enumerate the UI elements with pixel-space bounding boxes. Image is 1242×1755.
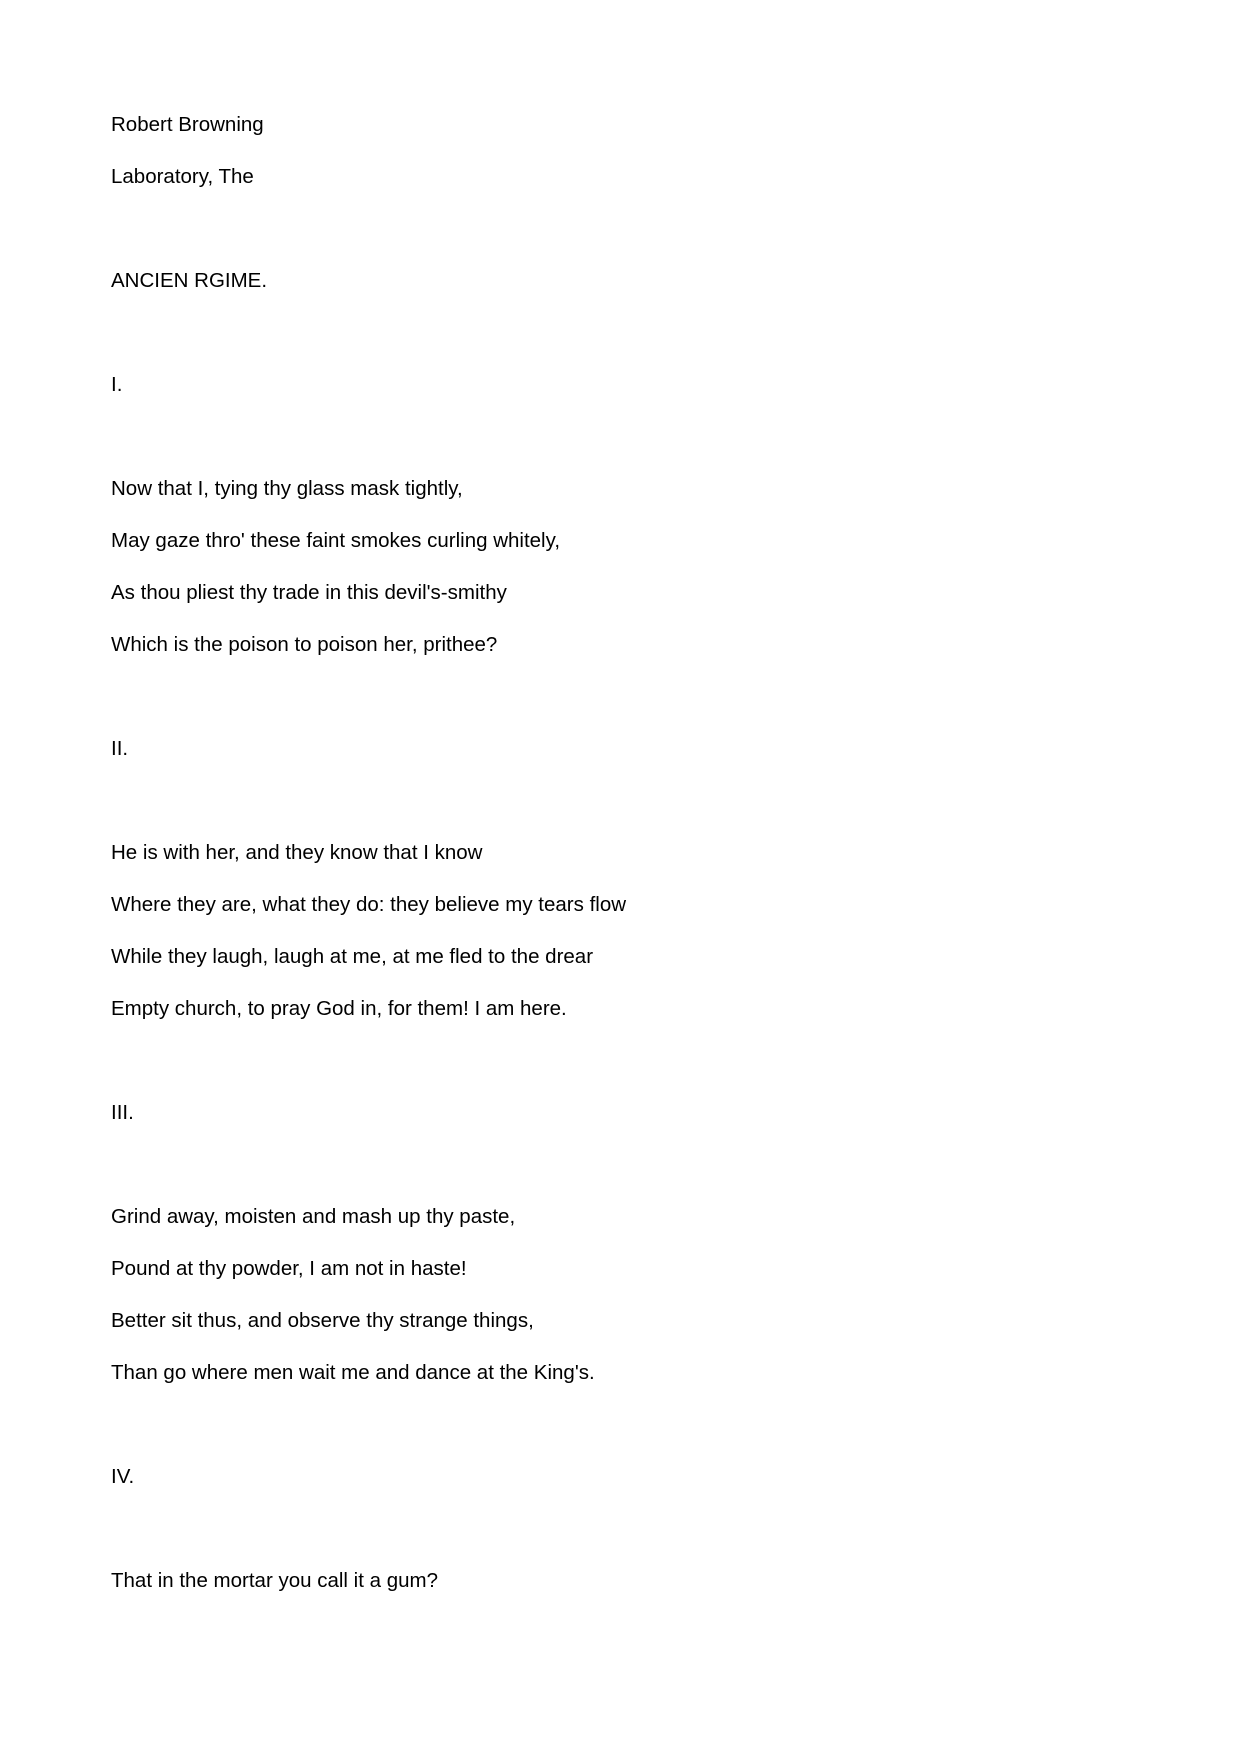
poem-subtitle: ANCIEN RGIME. xyxy=(111,269,268,292)
stanza-2-line-3: While they laugh, laugh at me, at me fled to the drear xyxy=(111,945,594,968)
stanza-2-line-1: He is with her, and they know that I know xyxy=(111,841,483,864)
stanza-numeral-2: II. xyxy=(111,737,129,760)
stanza-3-line-2: Pound at thy powder, I am not in haste! xyxy=(111,1257,467,1280)
stanza-1-line-1: Now that I, tying thy glass mask tightly, xyxy=(111,477,463,500)
stanza-1-line-3: As thou pliest thy trade in this devil's-smithy xyxy=(111,581,507,604)
stanza-4-line-1: That in the mortar you call it a gum? xyxy=(111,1569,439,1592)
stanza-1-line-2: May gaze thro' these faint smokes curling whitely, xyxy=(111,529,561,552)
author-name: Robert Browning xyxy=(111,113,264,136)
stanza-1-line-4: Which is the poison to poison her, prithee? xyxy=(111,633,498,656)
stanza-numeral-3: III. xyxy=(111,1101,134,1124)
stanza-3-line-1: Grind away, moisten and mash up thy paste, xyxy=(111,1205,516,1228)
stanza-numeral-1: I. xyxy=(111,373,123,396)
poem-title: Laboratory, The xyxy=(111,165,254,188)
stanza-3-line-4: Than go where men wait me and dance at the King's. xyxy=(111,1361,595,1384)
stanza-3-line-3: Better sit thus, and observe thy strange things, xyxy=(111,1309,534,1332)
stanza-2-line-4: Empty church, to pray God in, for them! I am here. xyxy=(111,997,567,1020)
stanza-numeral-4: IV. xyxy=(111,1465,135,1488)
stanza-2-line-2: Where they are, what they do: they believe my tears flow xyxy=(111,893,627,916)
